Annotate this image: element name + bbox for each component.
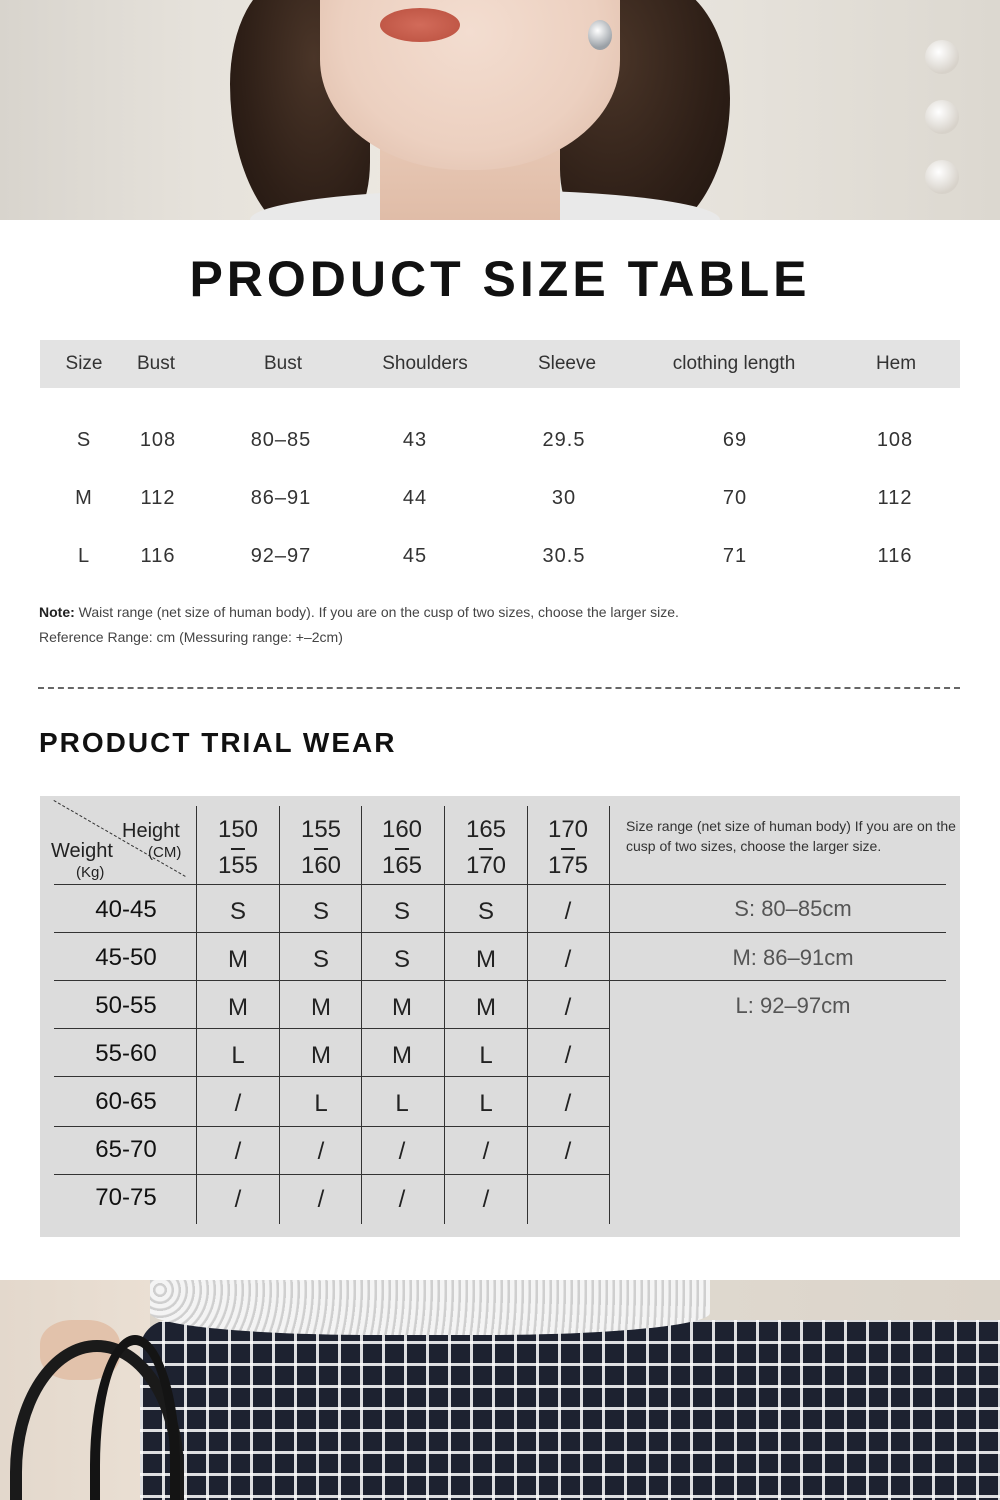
- cell-hem: 108: [876, 429, 914, 451]
- cell-bust: 116: [140, 545, 176, 567]
- size-cell: /: [564, 946, 572, 973]
- header-sleeve: Sleeve: [537, 353, 597, 374]
- grid-line: [54, 980, 946, 981]
- cell-bust-body: 86–91: [250, 487, 312, 509]
- note-text: Waist range (net size of human body). If you are on the cusp of two sizes, choose the larger size.: [78, 604, 679, 620]
- grid-line: [361, 806, 362, 1224]
- size-range-m: M: 86–91cm: [732, 945, 854, 970]
- cell-shoulders: 44: [402, 487, 428, 509]
- reference-range: Reference Range: cm (Messuring range: +–2cm): [39, 629, 343, 645]
- size-cell: M: [311, 1042, 331, 1069]
- height-range-bar: [479, 848, 493, 850]
- cell-size: M: [75, 487, 93, 509]
- size-cell: /: [234, 1090, 242, 1117]
- model-photo-top: [0, 0, 1000, 220]
- size-cell: /: [564, 1090, 572, 1117]
- cell-size: S: [76, 429, 92, 451]
- height-to: 160: [300, 851, 342, 879]
- height-from: 165: [465, 816, 507, 843]
- weight-label: 55-60: [95, 1040, 157, 1067]
- size-cell: L: [479, 1090, 493, 1117]
- size-range-l: L: 92–97cm: [735, 993, 851, 1018]
- size-cell: M: [311, 994, 331, 1021]
- cell-clothing-length: 70: [722, 487, 748, 509]
- size-cell: L: [479, 1042, 493, 1069]
- size-cell: /: [234, 1186, 242, 1213]
- height-from: 155: [300, 816, 342, 843]
- height-header: [382, 816, 422, 880]
- weight-label: 40-45: [95, 896, 157, 923]
- lips: [380, 8, 460, 42]
- height-from: 170: [547, 816, 589, 843]
- header-clothing-length: clothing length: [672, 353, 796, 374]
- cell-bust-body: 92–97: [250, 545, 312, 567]
- corner-weight-label: Weight: [51, 840, 113, 862]
- height-to: 175: [547, 851, 589, 879]
- weight-label: 70-75: [95, 1184, 157, 1211]
- table-row: [40, 421, 960, 461]
- size-cell: /: [482, 1186, 490, 1213]
- size-cell: L: [314, 1090, 328, 1117]
- size-cell: S: [477, 898, 495, 925]
- grid-line: [54, 1028, 610, 1029]
- header-bust: Bust: [136, 353, 176, 374]
- height-from: 150: [217, 816, 259, 843]
- trial-wear-title: PRODUCT TRIAL WEAR: [39, 727, 397, 758]
- size-range-s: S: 80–85cm: [734, 896, 852, 921]
- height-range-bar: [314, 848, 328, 850]
- height-range-bar: [395, 848, 409, 850]
- cell-sleeve: 30: [551, 487, 577, 509]
- header-hem: Hem: [875, 353, 917, 374]
- size-cell: /: [564, 994, 572, 1021]
- size-cell: S: [229, 898, 247, 925]
- size-cell: L: [231, 1042, 245, 1069]
- size-cell: /: [398, 1186, 406, 1213]
- height-from: 160: [381, 816, 423, 843]
- size-cell: S: [312, 946, 330, 973]
- trial-wear-table: [40, 796, 960, 1237]
- height-range-bar: [561, 848, 575, 850]
- table-row: [40, 537, 960, 577]
- size-cell: /: [398, 1138, 406, 1165]
- cell-clothing-length: 71: [722, 545, 748, 567]
- table-row: [40, 479, 960, 519]
- size-table-header: [40, 340, 960, 388]
- height-to: 170: [465, 851, 507, 879]
- cell-hem: 116: [877, 545, 913, 567]
- cell-size: L: [77, 545, 91, 567]
- header-bust-body: Bust: [263, 353, 303, 374]
- cell-sleeve: 29.5: [542, 429, 586, 451]
- size-cell: /: [564, 1042, 572, 1069]
- corner-cm-label: (CM): [148, 844, 182, 861]
- lace-hem: [150, 1280, 710, 1335]
- size-range-note: Size range (net size of human body) If you are on the cusp of two sizes, choose the larger size.: [626, 818, 956, 854]
- size-cell: S: [312, 898, 330, 925]
- size-cell: S: [393, 898, 411, 925]
- size-cell: /: [317, 1186, 325, 1213]
- size-cell: /: [317, 1138, 325, 1165]
- size-table-title: PRODUCT SIZE TABLE: [189, 251, 811, 307]
- grid-line: [54, 1126, 610, 1127]
- height-header: [548, 816, 588, 880]
- note-label: Note:: [39, 604, 75, 620]
- size-cell: /: [564, 1138, 572, 1165]
- cell-clothing-length: 69: [722, 429, 748, 451]
- cell-hem: 112: [877, 487, 913, 509]
- size-cell: M: [392, 1042, 412, 1069]
- height-header: [301, 816, 341, 880]
- size-cell: M: [476, 994, 496, 1021]
- cell-bust: 108: [139, 429, 177, 451]
- height-to: 165: [381, 851, 423, 879]
- corner-kg-label: (Kg): [76, 864, 105, 881]
- size-cell: /: [482, 1138, 490, 1165]
- cell-bust: 112: [140, 487, 176, 509]
- pearl-decoration: [925, 40, 959, 74]
- header-shoulders: Shoulders: [382, 353, 468, 374]
- header-size: Size: [65, 353, 103, 374]
- size-cell: M: [392, 994, 412, 1021]
- size-cell: M: [228, 946, 248, 973]
- weight-label: 60-65: [95, 1088, 157, 1115]
- cell-shoulders: 43: [402, 429, 428, 451]
- earring: [588, 20, 612, 50]
- size-cell: /: [234, 1138, 242, 1165]
- height-range-bar: [231, 848, 245, 850]
- grid-line: [444, 806, 445, 1224]
- plaid-skirt: [140, 1320, 1000, 1500]
- size-cell: M: [228, 994, 248, 1021]
- grid-line: [54, 1174, 610, 1175]
- grid-line: [279, 806, 280, 1224]
- grid-line: [54, 884, 946, 885]
- size-cell: S: [393, 946, 411, 973]
- grid-line: [527, 806, 528, 1224]
- section-divider: [38, 687, 960, 689]
- weight-label: 65-70: [95, 1136, 157, 1163]
- size-cell: /: [564, 898, 572, 925]
- grid-line: [196, 806, 197, 1224]
- size-note: [39, 604, 679, 620]
- height-header: [218, 816, 258, 880]
- weight-label: 50-55: [95, 992, 157, 1019]
- pearl-decoration: [925, 100, 959, 134]
- pearl-decoration: [925, 160, 959, 194]
- grid-line: [54, 1076, 610, 1077]
- corner-height-label: Height: [122, 820, 180, 842]
- grid-line: [54, 932, 946, 933]
- weight-label: 45-50: [95, 944, 157, 971]
- height-to: 155: [217, 851, 259, 879]
- size-cell: M: [476, 946, 496, 973]
- cell-shoulders: 45: [402, 545, 428, 567]
- height-header: [466, 816, 506, 880]
- cell-sleeve: 30.5: [542, 545, 586, 567]
- model-photo-bottom: [0, 1280, 1000, 1500]
- cell-bust-body: 80–85: [250, 429, 312, 451]
- size-cell: L: [395, 1090, 409, 1117]
